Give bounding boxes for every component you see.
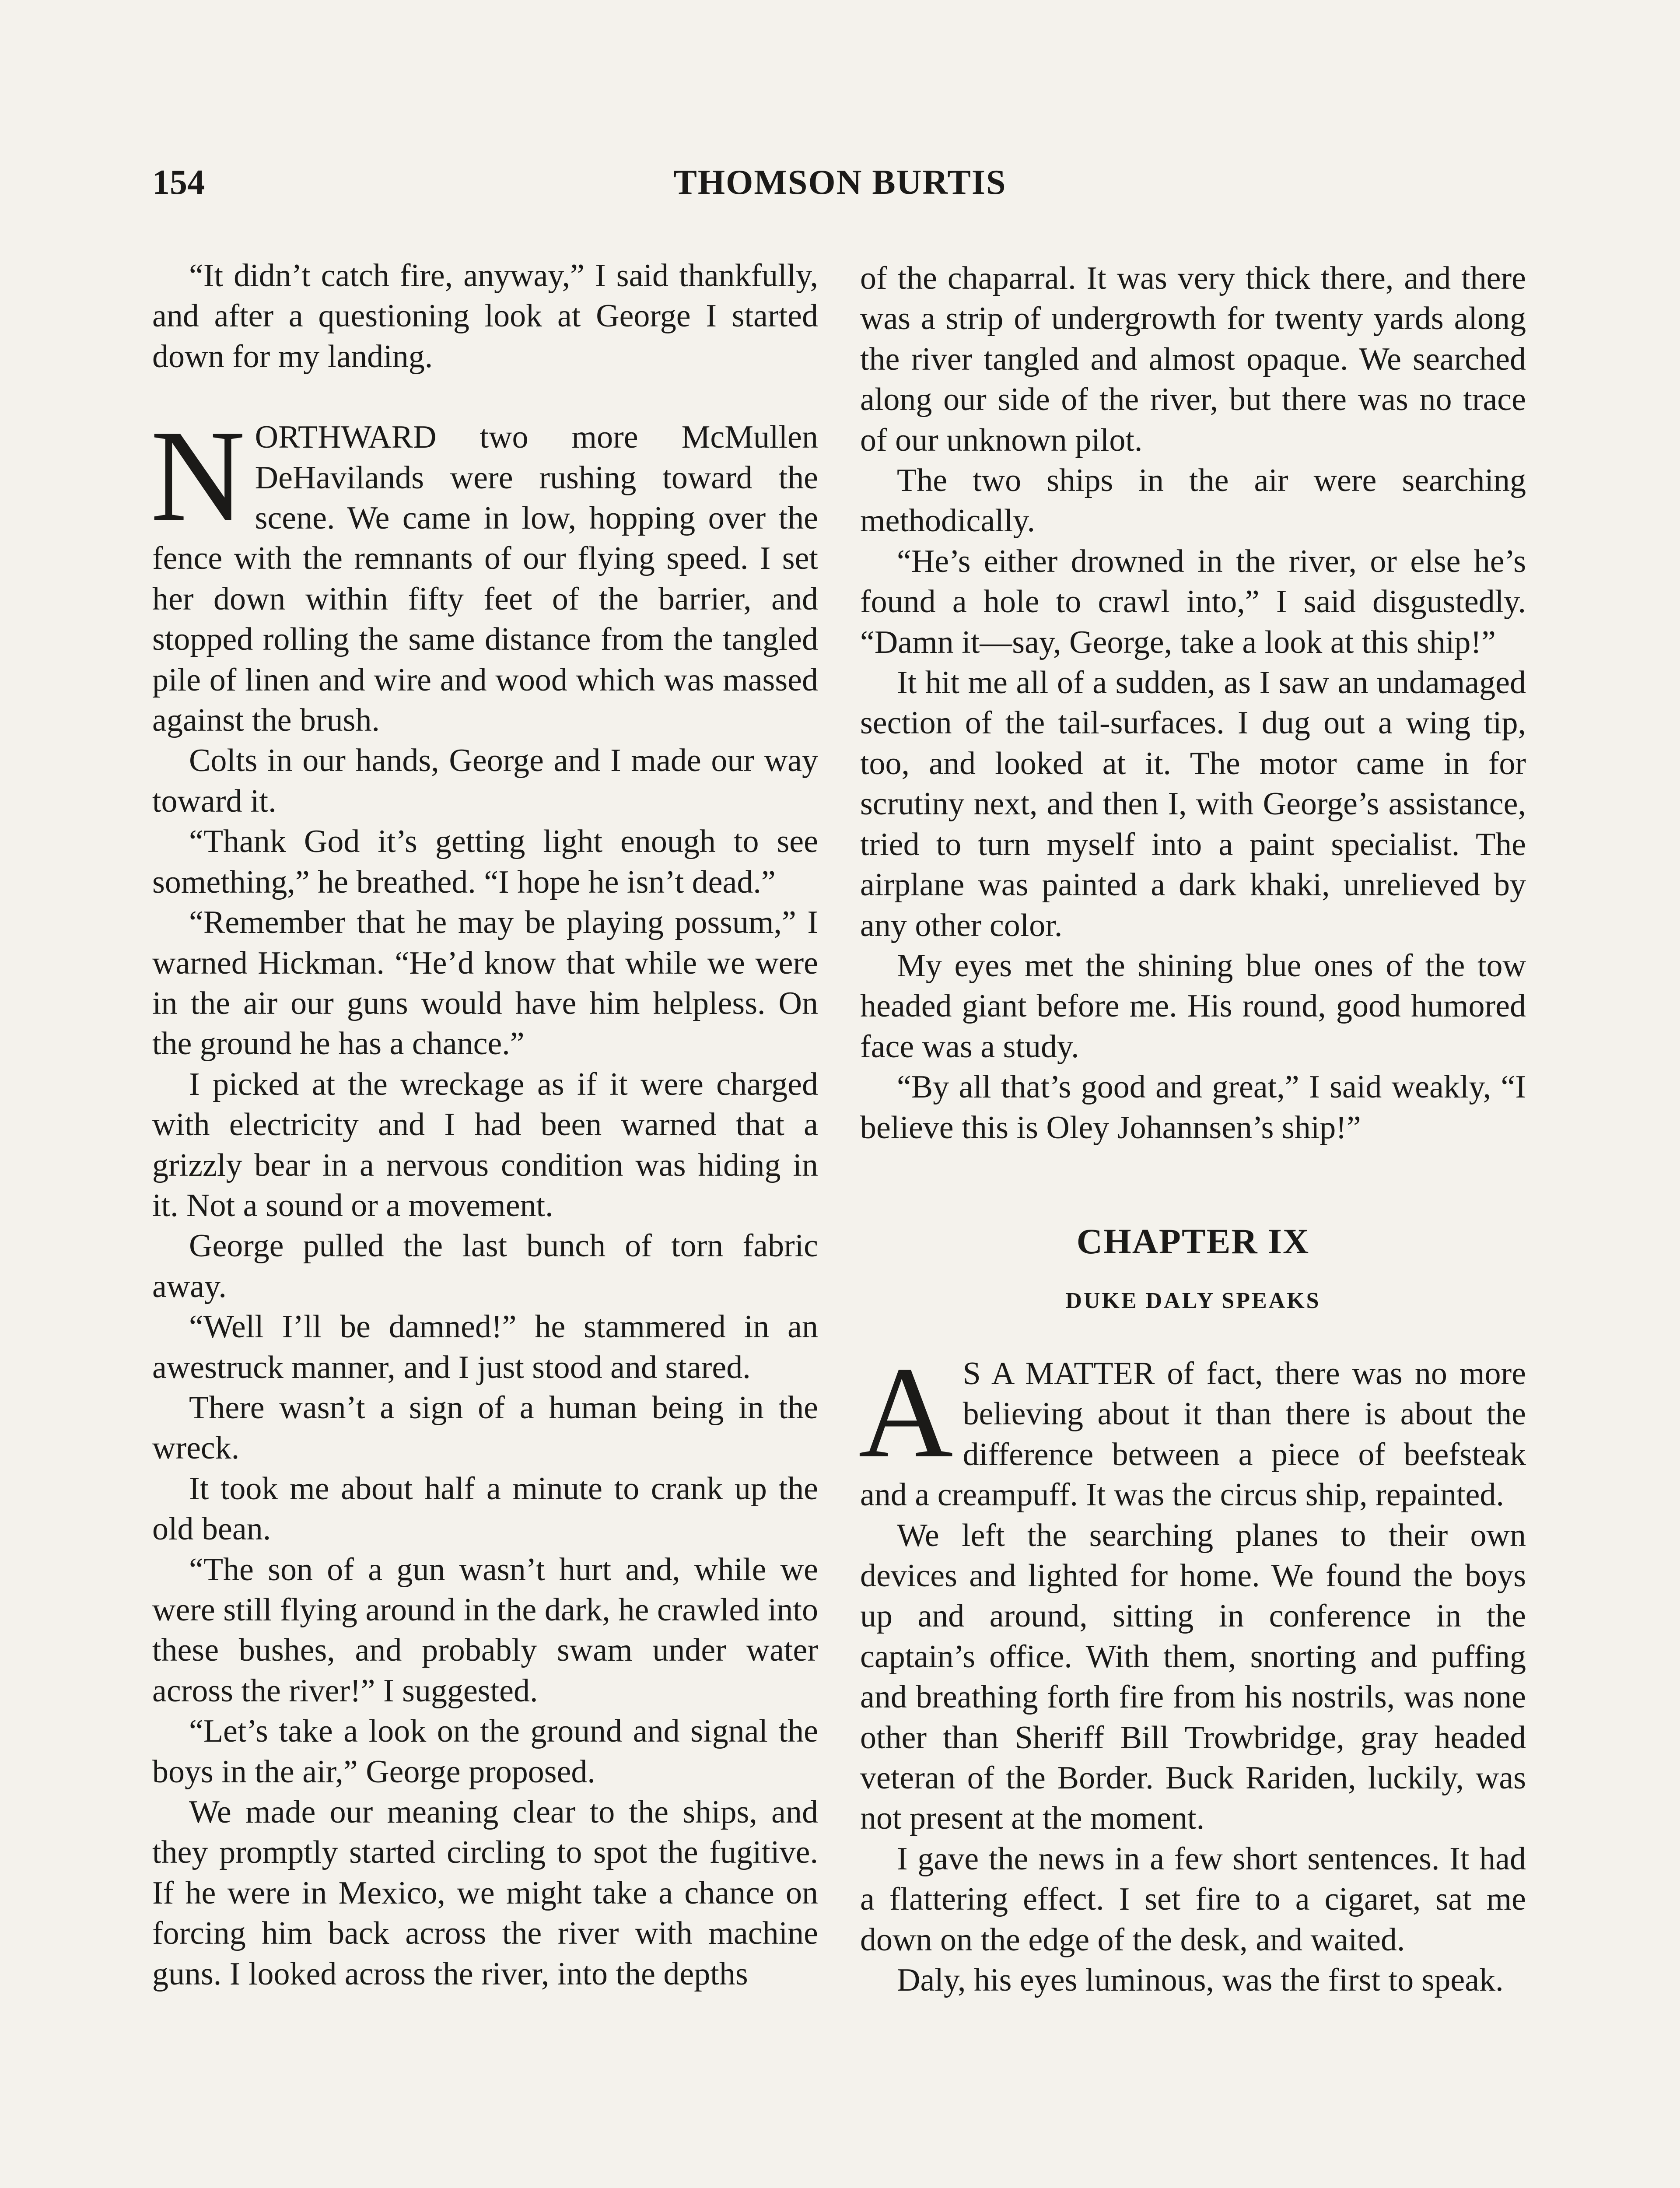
paragraph: We made our meaning clear to the ships, and they promptly started circling to spot the fugitive. If he were in Mexico, we might take a chance on forcing him back across the river with machine guns. I looked across the river, into the depths	[152, 1794, 818, 1992]
paragraph: “He’s either drowned in the river, or else he’s found a hole to crawl into,” I said disgustedly. “Damn it—say, George, take a look at this ship!”	[860, 543, 1526, 660]
paragraph: of the chaparral. It was very thick there, and there was a strip of undergrowth for twenty yards along the river tangled and almost opaque. We searched along our side of the river, but there was no trace of our unknown pilot.	[860, 260, 1526, 458]
paragraph: My eyes met the shining blue ones of the tow headed giant before me. His round, good humored face was a study.	[860, 947, 1526, 1065]
paragraph: “It didn’t catch fire, anyway,” I said thankfully, and after a questioning look at George I started down for my landing.	[152, 258, 818, 375]
small-caps-lead: ORTHWARD	[255, 419, 437, 456]
paragraph: George pulled the last bunch of torn fabric away.	[152, 1228, 818, 1304]
small-caps-lead: S A MATTER	[962, 1355, 1155, 1392]
paragraph: I gave the news in a few short sentences. It had a flattering effect. I set fire to a cigaret, sat me down on the edge of the desk, and waited.	[860, 1841, 1526, 1958]
paragraph-with-dropcap	[150, 403, 818, 740]
paragraph: There wasn’t a sign of a human being in the wreck.	[152, 1389, 818, 1466]
paragraph: “The son of a gun wasn’t hurt and, while we were still flying around in the dark, he crawled into these bushes, and probably swam under water across the river!” I suggested.	[152, 1551, 818, 1709]
paragraph-text: two more McMullen DeHavilands were rushing toward the scene. We came in low, hopping over the fence with the remnants of our flying speed. I set her down within fifty feet of the barrier, and stopped rolling the same distance from the tangled pile of linen and wire and wood which was massed against the brush.	[152, 419, 818, 739]
drop-cap: A	[858, 1339, 953, 1485]
chapter-title: CHAPTER IX	[1076, 1221, 1310, 1261]
chapter-subtitle: DUKE DALY SPEAKS	[1065, 1288, 1321, 1313]
paragraph: It took me about half a minute to crank up the old bean.	[152, 1470, 818, 1547]
paragraph: Colts in our hands, George and I made our way toward it.	[152, 743, 818, 819]
page-number: 154	[152, 163, 205, 202]
left-column	[152, 256, 818, 1994]
right-column	[860, 258, 1526, 2000]
paragraph: “Thank God it’s getting light enough to see something,” he breathed. “I hope he isn’t dead.”	[152, 824, 818, 900]
paragraph: “By all that’s good and great,” I said weakly, “I believe this is Oley Johannsen’s ship!”	[860, 1069, 1526, 1146]
running-head: THOMSON BURTIS	[673, 163, 1007, 202]
paragraph-text: of fact, there was no more believing about it than there is about the difference between a piece of beefsteak and a creampuff. It was the circus ship, repainted.	[860, 1355, 1526, 1513]
paragraph: I picked at the wreckage as if it were charged with electricity and I had been warned that a grizzly bear in a nervous condition was hiding in it. Not a sound or a movement.	[152, 1066, 818, 1224]
paragraph: “Remember that he may be playing possum,” I warned Hickman. “He’d know that while we were in the air our guns would have him helpless. On the ground he has a chance.”	[152, 905, 818, 1062]
paragraph-with-dropcap	[858, 1339, 1526, 1515]
paragraph: “Let’s take a look on the ground and signal the boys in the air,” George proposed.	[152, 1713, 818, 1790]
paragraph: It hit me all of a sudden, as I saw an undamaged section of the tail-surfaces. I dug out a wing tip, too, and looked at it. The motor came in for scrutiny next, and then I, with George’s assistance, tried to turn myself into a paint specialist. The airplane was painted a dark khaki, unrelieved by any other color.	[860, 665, 1526, 943]
paragraph: The two ships in the air were searching methodically.	[860, 463, 1526, 539]
paragraph: “Well I’ll be damned!” he stammered in an awestruck manner, and I just stood and stared.	[152, 1309, 818, 1385]
drop-cap: N	[150, 403, 245, 549]
paragraph: We left the searching planes to their own devices and lighted for home. We found the boys up and around, sitting in conference in the captain’s office. With them, snorting and puffing and breathing forth fire from his nostrils, was none other than Sheriff Bill Trowbridge, gray headed veteran of the Border. Buck Rariden, luckily, was not present at the moment.	[860, 1517, 1526, 1837]
paragraph: Daly, his eyes luminous, was the first to speak.	[897, 1962, 1504, 1999]
